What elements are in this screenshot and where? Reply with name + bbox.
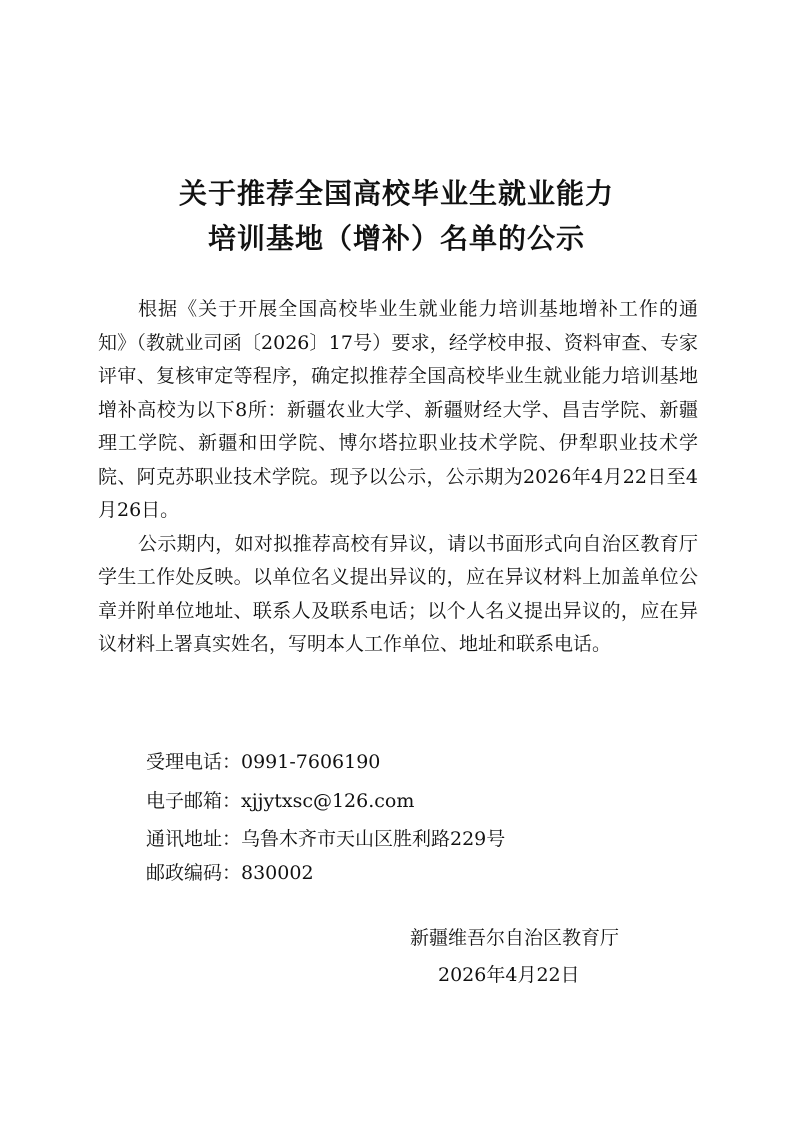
signature-organization: 新疆维吾尔自治区教育厅 bbox=[410, 927, 620, 949]
document-body bbox=[98, 293, 698, 662]
contact-phone: 受理电话：0991-7606190 bbox=[146, 751, 381, 773]
title-line-2: 培训基地（增补）名单的公示 bbox=[207, 222, 585, 255]
contact-email: 电子邮箱：xjjytxsc@126.com bbox=[146, 790, 415, 812]
contact-postcode: 邮政编码：830002 bbox=[146, 862, 314, 884]
title-line-1: 关于推荐全国高校毕业生就业能力 bbox=[178, 177, 614, 210]
paragraph-announcement: 根据《关于开展全国高校毕业生就业能力培训基地增补工作的通知》（教就业司函〔2026〕17号）要求，经学校申报、资料审查、专家评审、复核审定等程序，确定拟推荐全国高校毕业生就业能力培训基地增补高校为以下8所：新疆农业大学、新疆财经大学、昌吉学院、新疆理工学院、新疆和田学院、博尔塔拉职业技术学院、伊犁职业技术学院、阿克苏职业技术学院。现予以公示，公示期为2026年4月22日至4月26日。 bbox=[98, 298, 698, 521]
signature-date: 2026年4月22日 bbox=[438, 964, 580, 986]
contact-address: 通讯地址：乌鲁木齐市天山区胜利路229号 bbox=[146, 828, 506, 850]
paragraph-objection-instructions: 公示期内，如对拟推荐高校有异议，请以书面形式向自治区教育厅学生工作处反映。以单位名义提出异议的，应在异议材料上加盖单位公章并附单位地址、联系人及联系电话；以个人名义提出异议的，应在异议材料上署真实姓名，写明本人工作单位、地址和联系电话。 bbox=[98, 532, 698, 655]
